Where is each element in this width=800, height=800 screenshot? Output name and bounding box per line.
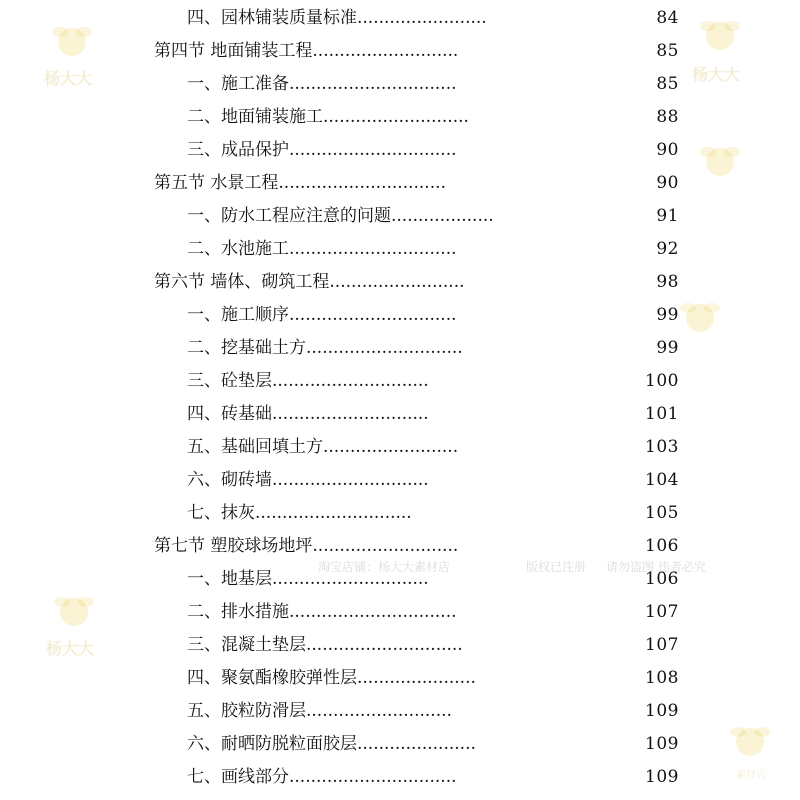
toc-page-number: 88 [656,107,679,127]
toc-page-number: 84 [656,8,679,28]
toc-entry-text: 第五节 水景工程............................... [154,173,446,193]
toc-page-number: 104 [645,470,679,490]
toc-row [0,728,800,761]
toc-entry-text: 二、地面铺装施工........................... [187,107,469,127]
toc-row [0,332,800,365]
toc-page-number: 90 [656,140,679,160]
toc-entry-text: 四、园林铺装质量标准........................ [187,8,487,28]
toc-entry-text: 四、聚氨酯橡胶弹性层...................... [187,668,476,688]
toc-row [0,134,800,167]
toc-page-number: 106 [645,569,679,589]
toc-entry-text: 二、水池施工............................... [187,239,457,259]
toc-row [0,497,800,530]
toc-row [0,365,800,398]
toc-page-number: 109 [645,767,679,787]
toc-row [0,662,800,695]
toc-row [0,266,800,299]
toc-row [0,299,800,332]
toc-page-number: 108 [645,668,679,688]
toc-page-number: 85 [656,41,679,61]
toc-row [0,530,800,563]
toc-page-number: 98 [656,272,679,292]
toc-row [0,563,800,596]
watermark-copyright-text: 版权已注册 [526,560,587,574]
toc-row [0,233,800,266]
toc-entry-text: 六、砌砖墙............................. [187,470,429,490]
toc-page-number: 107 [645,635,679,655]
toc-page-number: 99 [656,305,679,325]
watermark-logo-text: 杨大大 [44,69,93,88]
toc-entry-text: 五、胶粒防滑层........................... [187,701,452,721]
toc-entry-text: 二、排水措施............................... [187,602,457,622]
toc-row [0,464,800,497]
toc-entry-text: 四、砖基础............................. [187,404,429,424]
toc-entry-text: 六、耐晒防脱粒面胶层...................... [187,734,476,754]
toc-row [0,167,800,200]
watermark-logo-text: 杨大大 [692,65,741,84]
toc-page-number: 85 [656,74,679,94]
toc-entry-text: 第七节 塑胶球场地坪........................... [154,536,459,556]
toc-row [0,695,800,728]
toc-row [0,629,800,662]
toc-entry-text: 一、施工准备............................... [187,74,457,94]
toc-page-number: 90 [656,173,679,193]
toc-row [0,200,800,233]
watermark-warning-text: 请勿盗图 违者必究 [606,560,706,574]
toc-row [0,35,800,68]
toc-row [0,761,800,794]
toc-entry-text: 第六节 墙体、砌筑工程......................... [154,272,465,292]
toc-row [0,68,800,101]
toc-entry-text: 三、成品保护............................... [187,140,457,160]
toc-page-number: 105 [645,503,679,523]
toc-page-number: 109 [645,734,679,754]
toc-page-number: 101 [645,404,679,424]
toc-page-number: 109 [645,701,679,721]
toc-entry-text: 三、混凝土垫层............................. [187,635,463,655]
toc-page-number: 106 [645,536,679,556]
toc-entry-text: 二、挖基础土方............................. [187,338,463,358]
toc-row [0,596,800,629]
toc-entry-text: 一、地基层............................. [187,569,429,589]
toc-row [0,101,800,134]
toc-entry-text: 三、砼垫层............................. [187,371,429,391]
toc-page-number: 103 [645,437,679,457]
toc-entry-text: 第四节 地面铺装工程........................... [154,41,459,61]
toc-page-number: 91 [656,206,679,226]
toc-entry-text: 七、画线部分............................... [187,767,457,787]
toc-page-number: 100 [645,371,679,391]
toc-entry-text: 七、抹灰............................. [187,503,412,523]
toc-page-number: 107 [645,602,679,622]
toc-entry-text: 五、基础回填土方......................... [187,437,459,457]
toc-entry-text: 一、防水工程应注意的问题................... [187,206,494,226]
watermark-shop-text: 淘宝店铺：杨大大素材店 [318,560,451,574]
toc-entry-text: 一、施工顺序............................... [187,305,457,325]
toc-page-number: 99 [656,338,679,358]
watermark-logo-text: 杨大大 [46,639,95,658]
toc-row [0,2,800,35]
watermark-logo-sub: 素材店 [736,770,766,781]
toc-row [0,398,800,431]
toc-page-number: 92 [656,239,679,259]
table-of-contents [0,2,800,794]
toc-row [0,431,800,464]
